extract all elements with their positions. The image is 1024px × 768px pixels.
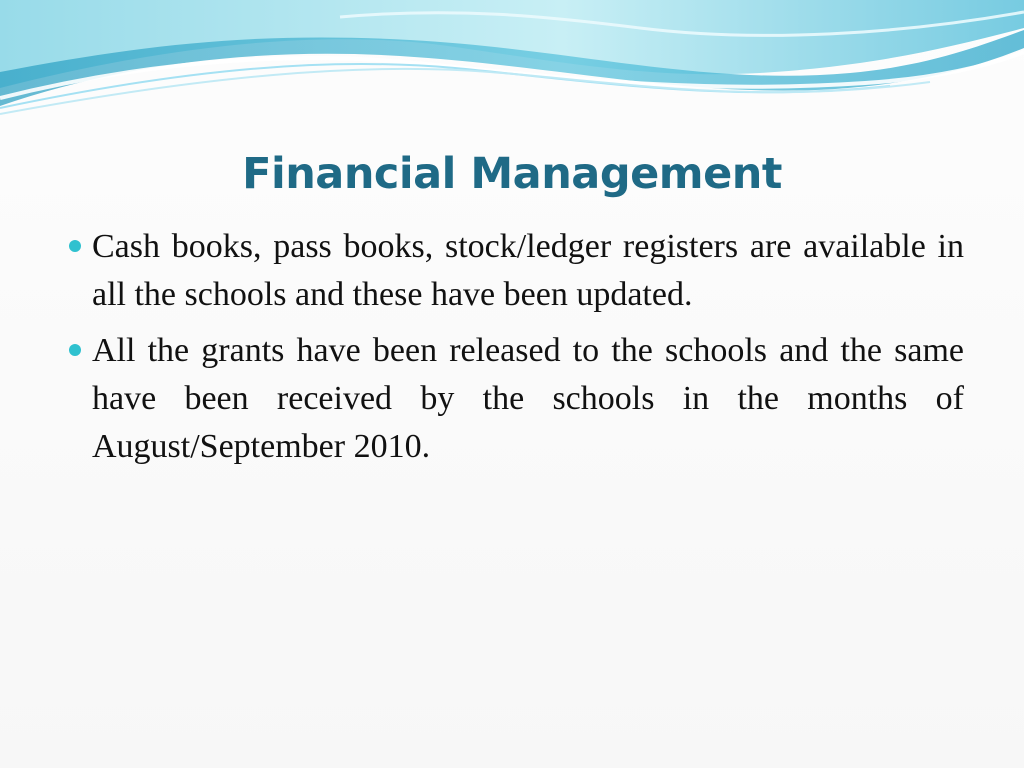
bullet-item	[66, 327, 964, 471]
bullet-item	[66, 223, 964, 319]
bullet-list	[66, 223, 964, 479]
slide-title: Financial Management	[242, 149, 782, 199]
bullet-text: All the grants have been released to the schools and the same have been received by the schools in the months of August/September 2010.	[92, 332, 964, 465]
bullet-text: Cash books, pass books, stock/ledger registers are available in all the schools and these have been updated.	[92, 228, 964, 313]
header-wave-decoration	[0, 0, 1024, 130]
round-bullet-icon	[69, 240, 81, 252]
round-bullet-icon	[69, 344, 81, 356]
